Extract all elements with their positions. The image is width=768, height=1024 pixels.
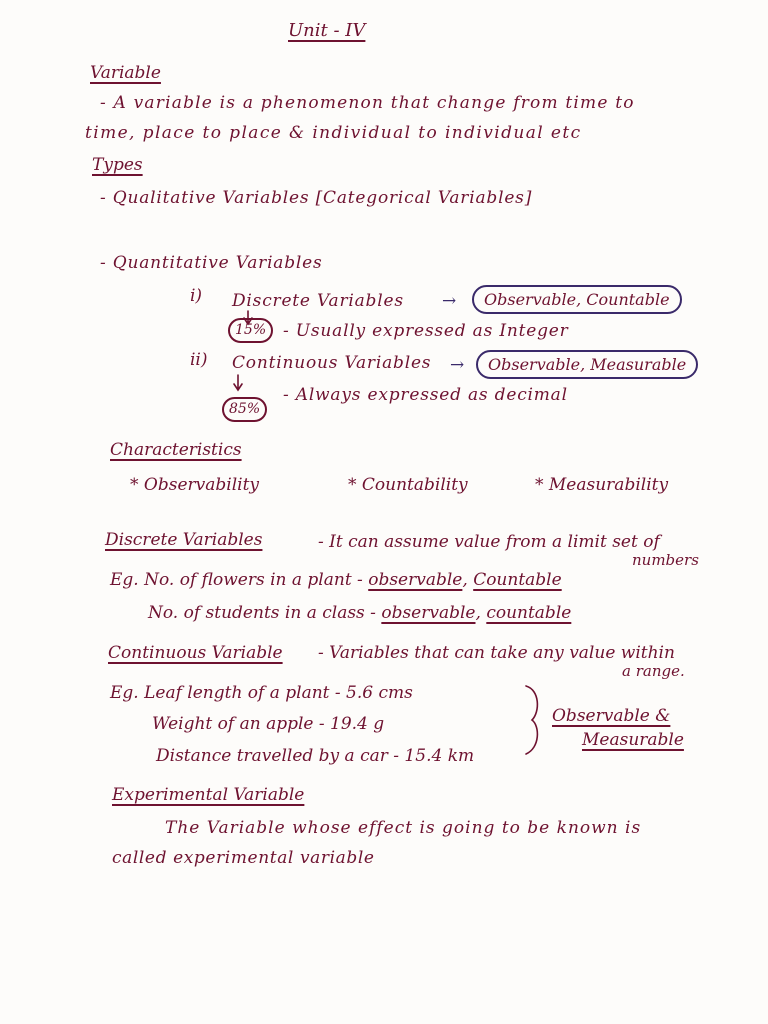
discrete-percent: 15% xyxy=(228,318,273,343)
curly-brace-icon xyxy=(526,686,537,754)
continuous-measurable: Measurable xyxy=(582,730,684,750)
arrow-icon: → xyxy=(450,355,465,375)
discrete-example-1: Eg. No. of flowers in a plant - observable, Countable xyxy=(110,570,562,590)
arrow-icon: → xyxy=(442,291,457,311)
continuous-example-2: Weight of an apple - 19.4 g xyxy=(152,714,385,734)
discrete-example-2-observable: observable xyxy=(381,603,476,623)
variable-definition-line-2: time, place to place & individual to individual etc xyxy=(85,123,582,143)
discrete-example-2-text: No. of students in a class - xyxy=(148,603,376,623)
page-title: Unit - IV xyxy=(288,20,366,41)
discrete-note: - Usually expressed as Integer xyxy=(283,321,569,341)
discrete-variables-label: Discrete Variables xyxy=(232,291,404,311)
variable-heading: Variable xyxy=(90,63,161,83)
discrete-example-1-observable: observable xyxy=(368,570,463,590)
continuous-section-heading: Continuous Variable xyxy=(108,643,283,663)
discrete-properties-oval: Observable, Countable xyxy=(472,285,682,314)
variable-definition-line-1: - A variable is a phenomenon that change from time to xyxy=(100,93,635,113)
qualitative-variables: - Qualitative Variables [Categorical Variables] xyxy=(100,188,533,208)
discrete-example-2: No. of students in a class - observable, countable xyxy=(148,603,572,623)
experimental-definition-line-2: called experimental variable xyxy=(112,848,375,868)
continuous-example-1: Eg. Leaf length of a plant - 5.6 cms xyxy=(110,683,413,703)
discrete-numeral: i) xyxy=(190,286,203,306)
down-arrow-icon xyxy=(234,375,242,390)
experimental-heading: Experimental Variable xyxy=(112,785,305,805)
quantitative-variables: - Quantitative Variables xyxy=(100,253,323,273)
continuous-percent: 85% xyxy=(222,397,267,422)
characteristic-measurability: * Measurability xyxy=(535,475,669,495)
continuous-definition-line-2: a range. xyxy=(622,662,685,680)
discrete-example-1-countable: Countable xyxy=(473,570,562,590)
discrete-definition-line-1: - It can assume value from a limit set of xyxy=(318,532,660,552)
continuous-properties-oval: Observable, Measurable xyxy=(476,350,698,379)
discrete-definition-line-2: numbers xyxy=(632,551,699,569)
continuous-observable: Observable & xyxy=(552,706,671,726)
continuous-note: - Always expressed as decimal xyxy=(283,385,568,405)
discrete-example-1-text: Eg. No. of flowers in a plant - xyxy=(110,570,363,590)
discrete-section-heading: Discrete Variables xyxy=(105,530,263,550)
types-heading: Types xyxy=(92,155,143,175)
characteristic-observability: * Observability xyxy=(130,475,260,495)
continuous-example-3: Distance travelled by a car - 15.4 km xyxy=(156,746,475,766)
characteristic-countability: * Countability xyxy=(348,475,468,495)
experimental-definition-line-1: The Variable whose effect is going to be known is xyxy=(165,818,642,838)
continuous-definition-line-1: - Variables that can take any value within xyxy=(318,643,675,663)
continuous-variables-label: Continuous Variables xyxy=(232,353,432,373)
characteristics-heading: Characteristics xyxy=(110,440,242,460)
continuous-numeral: ii) xyxy=(190,350,208,370)
discrete-example-2-countable: countable xyxy=(486,603,572,623)
